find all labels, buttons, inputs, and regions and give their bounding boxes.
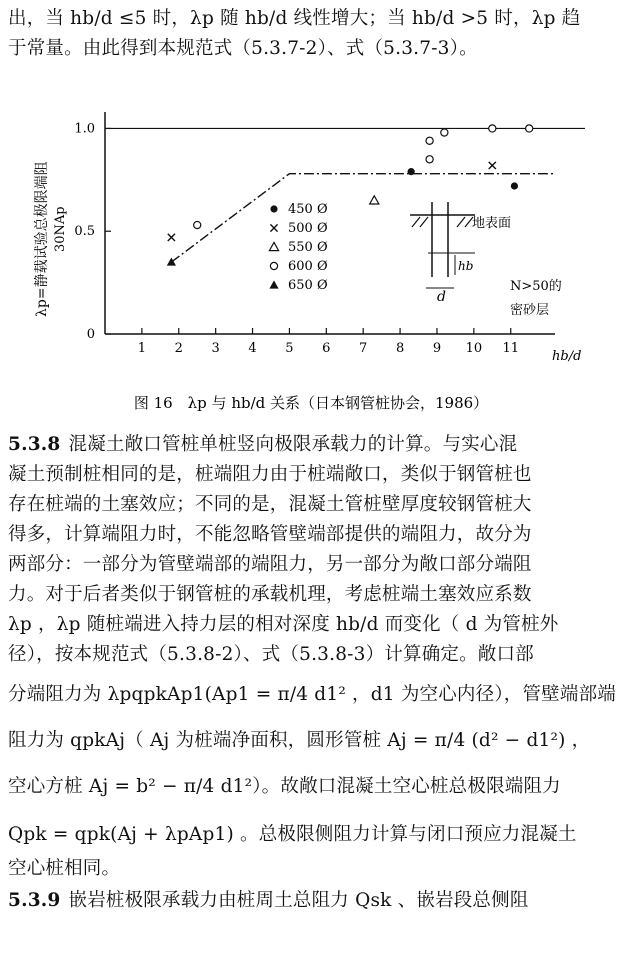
data-point bbox=[526, 125, 533, 132]
data-point bbox=[511, 182, 518, 189]
legend-label: 600 Ø bbox=[288, 259, 328, 274]
text-line: 得多，计算端阻力时，不能忽略管壁端部提供的端阻力，故分为 bbox=[8, 524, 532, 545]
chart-ticks bbox=[74, 121, 519, 356]
legend-marker bbox=[270, 224, 277, 231]
data-point bbox=[370, 196, 379, 204]
data-point bbox=[167, 257, 176, 265]
text-line: 出，当 hb/d ≤5 时，λp 随 hb/d 线性增大；当 hb/d >5 时，λp 趋 bbox=[8, 8, 581, 29]
y-tick-label: 0 bbox=[86, 327, 95, 342]
x-tick-label: 10 bbox=[465, 341, 483, 356]
data-point bbox=[426, 156, 433, 163]
legend-marker bbox=[270, 205, 277, 212]
pile-inset bbox=[410, 202, 562, 318]
text-line: 力。对于后者类似于钢管桩的承载机理，考虑桩端土塞效应系数 bbox=[8, 584, 532, 605]
y-axis-denominator: 30NAp bbox=[53, 206, 68, 252]
text-line: 两部分：一部分为管壁端部的端阻力，另一部分为敞口部分端阻 bbox=[8, 554, 532, 575]
x-tick-label: 4 bbox=[248, 341, 257, 356]
figure-caption: 图 16 λp 与 hb/d 关系（日本钢管桩协会，1986） bbox=[133, 394, 489, 412]
y-tick-label: 0.5 bbox=[74, 224, 95, 240]
legend-marker bbox=[269, 242, 278, 250]
data-point bbox=[489, 125, 496, 132]
d-label: d bbox=[437, 289, 446, 305]
x-tick-label: 11 bbox=[502, 341, 520, 356]
legend-marker bbox=[270, 262, 277, 269]
legend-label: 450 Ø bbox=[288, 202, 328, 217]
chart-lines bbox=[105, 128, 585, 262]
x-tick-label: 9 bbox=[432, 341, 442, 356]
data-point bbox=[168, 234, 175, 241]
text-line: 径），按本规范式（5.3.8-2）、式（5.3.8-3）计算确定。敞口部 bbox=[8, 644, 534, 665]
text-line: 于常量。由此得到本规范式（5.3.7-2）、式（5.3.7-3）。 bbox=[8, 38, 478, 59]
text-line: 阻力为 qpkAj（ Aj 为桩端净面积，圆形管桩 Aj = π/4 (d² − d1²) ， bbox=[8, 730, 591, 751]
data-point bbox=[489, 162, 496, 169]
x-tick-label: 6 bbox=[322, 341, 331, 356]
legend-marker bbox=[269, 280, 278, 288]
text-line: 存在桩端的土塞效应；不同的是，混凝土管桩壁厚度较钢管桩大 bbox=[8, 494, 532, 515]
hb-label: hb bbox=[458, 259, 474, 273]
chart-legend bbox=[269, 202, 327, 293]
x-tick-label: 2 bbox=[174, 341, 183, 356]
text-line: 空心桩相同。 bbox=[8, 858, 121, 879]
legend-label: 550 Ø bbox=[288, 240, 328, 255]
lambda-hb-chart bbox=[0, 92, 622, 412]
y-tick-label: 1.0 bbox=[74, 121, 95, 137]
x-tick-label: 8 bbox=[395, 341, 405, 356]
text-line: 空心方桩 Aj = b² − π/4 d1²）。故敞口混凝土空心桩总极限端阻力 bbox=[8, 776, 561, 797]
text-line: λp ，λp 随桩端进入持力层的相对深度 hb/d 而变化（ d 为管桩外 bbox=[8, 614, 559, 635]
x-axis-label: hb/d bbox=[552, 349, 582, 364]
x-tick-label: 5 bbox=[285, 341, 294, 356]
text-line: Qpk = qpk(Aj + λpAp1) 。总极限侧阻力计算与闭口预应力混凝土 bbox=[8, 824, 577, 845]
y-axis-label: λp=静载试验总极限端阻 bbox=[34, 161, 50, 317]
ground-label: 地表面 bbox=[472, 216, 512, 231]
data-point bbox=[194, 221, 201, 228]
legend-label: 500 Ø bbox=[288, 221, 328, 236]
text-line: 凝土预制桩相同的是，桩端阻力由于桩端敞口，类似于钢管桩也 bbox=[8, 464, 532, 485]
x-tick-label: 3 bbox=[211, 341, 220, 356]
layer-label: 密砂层 bbox=[510, 303, 550, 318]
data-point bbox=[408, 168, 415, 175]
x-tick-label: 1 bbox=[137, 341, 147, 356]
data-point bbox=[426, 137, 433, 144]
text-line: 分端阻力为 λpqpkAp1(Ap1 = π/4 d1² ，d1 为空心内径），管壁端部端 bbox=[8, 684, 616, 705]
legend-label: 650 Ø bbox=[288, 278, 328, 293]
text-line: 5.3.8 混凝土敞口管桩单桩竖向极限承载力的计算。与实心混 bbox=[8, 434, 518, 455]
text-line: 5.3.9 嵌岩桩极限承载力由桩周土总阻力 Qsk 、嵌岩段总侧阻 bbox=[8, 890, 529, 911]
x-tick-label: 7 bbox=[359, 341, 368, 356]
data-point bbox=[441, 129, 448, 136]
n-label: N>50的 bbox=[510, 279, 562, 294]
chart-points bbox=[167, 125, 533, 266]
